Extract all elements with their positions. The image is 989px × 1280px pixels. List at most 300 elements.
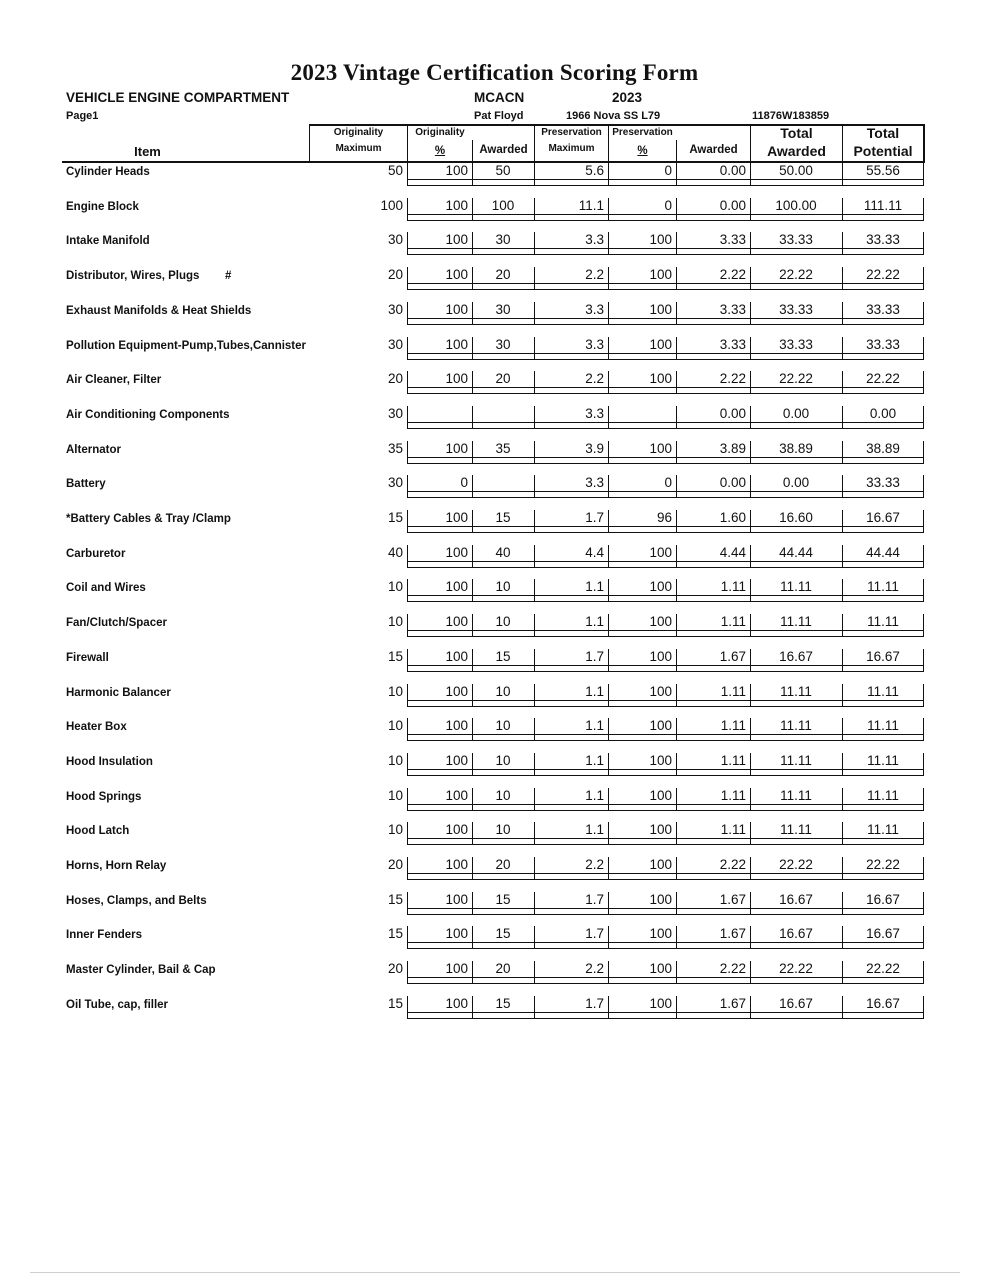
total-potential-cell: 44.44 <box>866 545 900 560</box>
row-value-rule <box>408 769 924 770</box>
total-awarded-cell: 22.22 <box>779 857 813 872</box>
pres-awarded-cell: 3.33 <box>719 302 746 317</box>
pres-max-cell: 11.1 <box>578 198 604 213</box>
pres-pct-cell: 100 <box>649 892 672 907</box>
orig-awarded-cell: 10 <box>495 718 511 733</box>
total-awarded-cell: 33.33 <box>779 337 813 352</box>
header-orig-max-line2: Maximum <box>335 143 382 154</box>
pres-max-cell: 4.4 <box>585 545 604 560</box>
row-lower-rule <box>408 879 924 880</box>
orig-pct-cell: 100 <box>445 649 468 664</box>
row-value-rule <box>408 734 924 735</box>
pres-awarded-cell: 2.22 <box>719 857 746 872</box>
row-value-rule <box>408 248 924 249</box>
pres-awarded-cell: 2.22 <box>719 371 746 386</box>
pres-pct-cell: 100 <box>649 822 672 837</box>
total-potential-cell: 11.11 <box>867 753 899 768</box>
pres-pct-cell: 100 <box>649 614 672 629</box>
header-orig-pct-line1: Originality <box>415 127 465 138</box>
total-potential-cell: 111.11 <box>863 198 903 213</box>
orig-max-cell: 20 <box>387 857 403 872</box>
orig-max-cell: 30 <box>387 337 403 352</box>
orig-pct-cell: 100 <box>445 545 468 560</box>
row-value-rule <box>408 838 924 839</box>
total-potential-cell: 33.33 <box>866 475 900 490</box>
row-item-label: Distributor, Wires, Plugs # <box>66 270 232 282</box>
pres-pct-cell: 100 <box>649 718 672 733</box>
total-awarded-cell: 11.11 <box>780 614 812 629</box>
row-item-label: Cylinder Heads <box>66 166 150 178</box>
pres-pct-cell: 0 <box>664 163 672 178</box>
table-row <box>0 892 989 927</box>
orig-pct-cell: 100 <box>445 961 468 976</box>
pres-pct-cell: 100 <box>649 579 672 594</box>
pres-max-cell: 3.3 <box>585 232 604 247</box>
row-item-label: Hood Springs <box>66 791 142 803</box>
pres-pct-cell: 100 <box>649 232 672 247</box>
total-awarded-cell: 11.11 <box>780 579 812 594</box>
row-lower-rule <box>408 289 924 290</box>
row-lower-rule <box>408 463 924 464</box>
header-pres-awarded: Awarded <box>689 144 738 156</box>
pres-pct-cell: 100 <box>649 788 672 803</box>
row-cell-divider <box>608 406 609 429</box>
row-item-label: Horns, Horn Relay <box>66 860 167 872</box>
orig-pct-cell: 100 <box>445 857 468 872</box>
orig-max-cell: 15 <box>387 649 403 664</box>
orig-max-cell: 10 <box>387 788 403 803</box>
row-value-rule <box>408 908 924 909</box>
row-value-rule <box>408 977 924 978</box>
row-item-label: Pollution Equipment-Pump,Tubes,Cannister <box>66 340 307 352</box>
event-name: MCACN <box>474 90 525 105</box>
pres-max-cell: 2.2 <box>585 961 604 976</box>
pres-pct-cell: 100 <box>649 337 672 352</box>
pres-awarded-cell: 1.11 <box>720 684 746 699</box>
pres-max-cell: 1.7 <box>585 996 604 1011</box>
row-value-rule <box>408 214 924 215</box>
pres-awarded-cell: 1.11 <box>720 788 746 803</box>
pres-pct-cell: 100 <box>649 684 672 699</box>
row-item-label: Oil Tube, cap, filler <box>66 999 169 1011</box>
pres-pct-cell: 100 <box>649 926 672 941</box>
row-item-label: Carburetor <box>66 548 126 560</box>
orig-pct-cell: 100 <box>445 441 468 456</box>
total-awarded-cell: 16.67 <box>779 649 813 664</box>
orig-awarded-cell: 50 <box>495 163 511 178</box>
orig-awarded-cell: 30 <box>495 232 511 247</box>
row-item-label: Master Cylinder, Bail & Cap <box>66 964 216 976</box>
pres-max-cell: 3.3 <box>585 475 604 490</box>
pres-awarded-cell: 2.22 <box>719 961 746 976</box>
total-awarded-cell: 22.22 <box>779 267 813 282</box>
pres-awarded-cell: 1.11 <box>720 614 746 629</box>
table-row <box>0 649 989 684</box>
row-lower-rule <box>408 601 924 602</box>
row-lower-rule <box>408 948 924 949</box>
row-value-rule <box>408 873 924 874</box>
orig-awarded-cell: 20 <box>495 267 511 282</box>
row-value-rule <box>408 526 924 527</box>
row-lower-rule <box>408 254 924 255</box>
table-row <box>0 684 989 719</box>
row-lower-rule <box>408 706 924 707</box>
header-orig-awarded: Awarded <box>479 144 528 156</box>
total-potential-cell: 16.67 <box>866 649 900 664</box>
page-label: Page1 <box>66 110 99 122</box>
pres-awarded-cell: 1.11 <box>720 822 746 837</box>
orig-awarded-cell: 20 <box>495 961 511 976</box>
pres-max-cell: 1.7 <box>585 926 604 941</box>
total-potential-cell: 22.22 <box>866 267 900 282</box>
pres-pct-cell: 100 <box>649 753 672 768</box>
orig-max-cell: 20 <box>387 961 403 976</box>
pres-awarded-cell: 1.67 <box>719 892 746 907</box>
total-awarded-cell: 0.00 <box>782 475 810 490</box>
orig-awarded-cell: 15 <box>495 996 511 1011</box>
pres-pct-cell: 100 <box>649 267 672 282</box>
pres-max-cell: 3.3 <box>585 406 604 421</box>
orig-pct-cell: 100 <box>445 684 468 699</box>
total-potential-cell: 33.33 <box>866 302 900 317</box>
total-awarded-cell: 100.00 <box>775 198 817 213</box>
pres-pct-cell: 100 <box>649 996 672 1011</box>
orig-awarded-cell: 15 <box>495 892 511 907</box>
total-potential-cell: 16.67 <box>866 892 900 907</box>
table-row <box>0 337 989 372</box>
table-row <box>0 579 989 614</box>
orig-max-cell: 50 <box>387 163 403 178</box>
pres-awarded-cell: 1.11 <box>720 718 746 733</box>
table-row <box>0 545 989 580</box>
pres-awarded-cell: 2.22 <box>719 267 746 282</box>
total-potential-cell: 22.22 <box>866 857 900 872</box>
pres-awarded-cell: 1.67 <box>719 926 746 941</box>
pres-pct-cell: 96 <box>656 510 672 525</box>
total-awarded-cell: 16.60 <box>779 510 813 525</box>
total-potential-cell: 11.11 <box>867 822 899 837</box>
row-item-label: Hood Insulation <box>66 756 153 768</box>
pres-max-cell: 2.2 <box>585 371 604 386</box>
row-value-rule <box>408 422 924 423</box>
pres-awarded-cell: 1.67 <box>719 649 746 664</box>
row-item-label: Battery <box>66 478 106 490</box>
total-awarded-cell: 33.33 <box>779 302 813 317</box>
table-row <box>0 996 989 1031</box>
row-lower-rule <box>408 532 924 533</box>
table-row <box>0 614 989 649</box>
row-lower-rule <box>408 567 924 568</box>
table-row <box>0 788 989 823</box>
row-lower-rule <box>408 810 924 811</box>
header-divider <box>923 124 925 163</box>
row-value-rule <box>408 353 924 354</box>
orig-max-cell: 15 <box>387 926 403 941</box>
total-potential-cell: 11.11 <box>867 788 899 803</box>
orig-max-cell: 10 <box>387 718 403 733</box>
table-row <box>0 371 989 406</box>
total-awarded-cell: 22.22 <box>779 961 813 976</box>
pres-pct-cell: 100 <box>649 961 672 976</box>
row-value-rule <box>408 457 924 458</box>
row-item-label: Harmonic Balancer <box>66 687 171 699</box>
row-item-label: Heater Box <box>66 721 127 733</box>
pres-pct-cell: 100 <box>649 302 672 317</box>
header-pres-pct-line2: % <box>637 145 648 157</box>
orig-max-cell: 10 <box>387 684 403 699</box>
pres-max-cell: 5.6 <box>585 163 604 178</box>
orig-max-cell: 20 <box>387 371 403 386</box>
orig-max-cell: 30 <box>387 406 403 421</box>
row-item-label: Inner Fenders <box>66 929 143 941</box>
pres-awarded-cell: 0.00 <box>719 475 746 490</box>
pres-max-cell: 1.1 <box>585 718 604 733</box>
orig-pct-cell: 100 <box>445 579 468 594</box>
orig-max-cell: 100 <box>380 198 403 213</box>
orig-pct-cell: 0 <box>460 475 468 490</box>
scan-edge-line <box>30 1272 960 1273</box>
row-item-label: Fan/Clutch/Spacer <box>66 617 167 629</box>
orig-pct-cell: 100 <box>445 996 468 1011</box>
pres-max-cell: 1.7 <box>585 649 604 664</box>
row-value-rule <box>408 804 924 805</box>
orig-max-cell: 15 <box>387 892 403 907</box>
table-row <box>0 475 989 510</box>
orig-pct-cell: 100 <box>445 892 468 907</box>
total-potential-cell: 38.89 <box>866 441 900 456</box>
orig-max-cell: 20 <box>387 267 403 282</box>
orig-pct-cell: 100 <box>445 753 468 768</box>
table-row <box>0 302 989 337</box>
table-row <box>0 163 989 198</box>
orig-max-cell: 30 <box>387 475 403 490</box>
row-cell-divider <box>407 406 408 429</box>
section-title: VEHICLE ENGINE COMPARTMENT <box>66 90 290 105</box>
header-total-potential-line2: Potential <box>853 143 913 159</box>
pres-max-cell: 2.2 <box>585 857 604 872</box>
total-awarded-cell: 11.11 <box>780 684 812 699</box>
total-potential-cell: 33.33 <box>866 232 900 247</box>
table-row <box>0 857 989 892</box>
row-item-label: Coil and Wires <box>66 582 146 594</box>
row-value-rule <box>408 283 924 284</box>
pres-awarded-cell: 1.11 <box>720 753 746 768</box>
total-potential-cell: 0.00 <box>869 406 897 421</box>
row-value-rule <box>408 665 924 666</box>
pres-max-cell: 3.3 <box>585 302 604 317</box>
header-total-potential-line1: Total <box>866 125 900 141</box>
row-value-rule <box>408 942 924 943</box>
orig-pct-cell: 100 <box>445 337 468 352</box>
form-title: 2023 Vintage Certification Scoring Form <box>290 60 699 85</box>
total-potential-cell: 16.67 <box>866 926 900 941</box>
pres-max-cell: 1.7 <box>585 510 604 525</box>
orig-max-cell: 10 <box>387 753 403 768</box>
row-item-label: Alternator <box>66 444 121 456</box>
total-potential-cell: 16.67 <box>866 510 900 525</box>
orig-awarded-cell: 10 <box>495 753 511 768</box>
orig-awarded-cell: 40 <box>495 545 511 560</box>
row-item-label: Exhaust Manifolds & Heat Shields <box>66 305 252 317</box>
total-awarded-cell: 11.11 <box>780 788 812 803</box>
table-bottom-rule <box>408 1012 924 1013</box>
table-row <box>0 406 989 441</box>
row-lower-rule <box>408 220 924 221</box>
total-awarded-cell: 33.33 <box>779 232 813 247</box>
row-value-rule <box>408 491 924 492</box>
row-value-rule <box>408 387 924 388</box>
pres-awarded-cell: 3.33 <box>719 337 746 352</box>
pres-awarded-cell: 1.60 <box>719 510 746 525</box>
total-awarded-cell: 16.67 <box>779 996 813 1011</box>
row-value-rule <box>408 630 924 631</box>
table-row <box>0 926 989 961</box>
total-awarded-cell: 0.00 <box>782 406 810 421</box>
pres-awarded-cell: 0.00 <box>719 406 746 421</box>
header-orig-max-line1: Originality <box>333 127 384 138</box>
table-row <box>0 232 989 267</box>
table-row <box>0 753 989 788</box>
orig-awarded-cell: 10 <box>495 788 511 803</box>
pres-awarded-cell: 3.89 <box>719 441 746 456</box>
event-year: 2023 <box>612 90 643 105</box>
header-total-awarded-line1: Total <box>780 125 813 141</box>
pres-max-cell: 3.9 <box>585 441 604 456</box>
total-awarded-cell: 50.00 <box>779 163 813 178</box>
total-awarded-cell: 11.11 <box>780 822 812 837</box>
row-lower-rule <box>408 185 924 186</box>
pres-awarded-cell: 1.11 <box>720 579 746 594</box>
total-potential-cell: 22.22 <box>866 961 900 976</box>
pres-awarded-cell: 0.00 <box>719 198 746 213</box>
total-potential-cell: 33.33 <box>866 337 900 352</box>
orig-awarded-cell: 30 <box>495 302 511 317</box>
row-lower-rule <box>408 324 924 325</box>
orig-pct-cell: 100 <box>445 302 468 317</box>
orig-awarded-cell: 10 <box>495 614 511 629</box>
pres-max-cell: 1.1 <box>585 788 604 803</box>
orig-pct-cell: 100 <box>445 926 468 941</box>
pres-max-cell: 1.1 <box>585 753 604 768</box>
orig-pct-cell: 100 <box>445 371 468 386</box>
total-potential-cell: 11.11 <box>867 579 899 594</box>
pres-awarded-cell: 1.67 <box>719 996 746 1011</box>
pres-max-cell: 1.1 <box>585 614 604 629</box>
pres-pct-cell: 0 <box>664 198 672 213</box>
pres-pct-cell: 100 <box>649 371 672 386</box>
total-awarded-cell: 16.67 <box>779 926 813 941</box>
header-total-awarded-line2: Awarded <box>767 143 826 159</box>
total-awarded-cell: 16.67 <box>779 892 813 907</box>
orig-pct-cell: 100 <box>445 788 468 803</box>
orig-awarded-cell: 15 <box>495 510 511 525</box>
orig-pct-cell: 100 <box>445 232 468 247</box>
vin-number: 11876W183859 <box>752 110 830 122</box>
total-awarded-cell: 11.11 <box>780 718 812 733</box>
row-item-label: Air Conditioning Components <box>66 409 230 421</box>
row-item-label: Intake Manifold <box>66 235 150 247</box>
orig-awarded-cell: 10 <box>495 822 511 837</box>
row-lower-rule <box>408 428 924 429</box>
row-lower-rule <box>408 775 924 776</box>
row-item-label: Engine Block <box>66 201 139 213</box>
orig-pct-cell: 100 <box>445 510 468 525</box>
orig-awarded-cell: 30 <box>495 337 511 352</box>
total-awarded-cell: 11.11 <box>780 753 812 768</box>
pres-pct-cell: 0 <box>664 475 672 490</box>
row-cell-divider <box>472 406 473 429</box>
orig-awarded-cell: 100 <box>491 198 515 213</box>
pres-max-cell: 1.1 <box>585 684 604 699</box>
pres-max-cell: 1.1 <box>585 579 604 594</box>
pres-max-cell: 3.3 <box>585 337 604 352</box>
header-pres-max-line2: Maximum <box>548 143 595 154</box>
orig-awarded-cell: 20 <box>495 857 511 872</box>
orig-max-cell: 10 <box>387 822 403 837</box>
pres-max-cell: 1.7 <box>585 892 604 907</box>
row-value-rule <box>408 561 924 562</box>
orig-max-cell: 10 <box>387 614 403 629</box>
vehicle-description: 1966 Nova SS L79 <box>566 110 661 122</box>
orig-max-cell: 30 <box>387 232 403 247</box>
header-pres-max-line1: Preservation <box>541 127 602 138</box>
pres-pct-cell: 100 <box>649 441 672 456</box>
orig-max-cell: 30 <box>387 302 403 317</box>
orig-max-cell: 10 <box>387 579 403 594</box>
row-item-label: Firewall <box>66 652 109 664</box>
orig-pct-cell: 100 <box>445 822 468 837</box>
row-lower-rule <box>408 359 924 360</box>
table-row <box>0 198 989 233</box>
table-row <box>0 510 989 545</box>
total-awarded-cell: 22.22 <box>779 371 813 386</box>
row-value-rule <box>408 179 924 180</box>
total-awarded-cell: 38.89 <box>779 441 813 456</box>
table-row <box>0 267 989 302</box>
row-value-rule <box>408 700 924 701</box>
orig-max-cell: 35 <box>387 441 403 456</box>
row-lower-rule <box>408 671 924 672</box>
orig-pct-cell: 100 <box>445 267 468 282</box>
table-row <box>0 961 989 996</box>
orig-pct-cell: 100 <box>445 718 468 733</box>
table-row <box>0 441 989 476</box>
row-value-rule <box>408 318 924 319</box>
orig-pct-cell: 100 <box>445 614 468 629</box>
pres-pct-cell: 100 <box>649 545 672 560</box>
table-row <box>0 718 989 753</box>
orig-awarded-cell: 35 <box>495 441 511 456</box>
pres-max-cell: 2.2 <box>585 267 604 282</box>
header-item: Item <box>134 144 161 159</box>
total-potential-cell: 16.67 <box>866 996 900 1011</box>
header-orig-pct-line2: % <box>434 145 446 157</box>
row-item-label: Air Cleaner, Filter <box>66 374 162 386</box>
orig-awarded-cell: 20 <box>495 371 511 386</box>
orig-max-cell: 40 <box>387 545 403 560</box>
pres-awarded-cell: 0.00 <box>719 163 746 178</box>
header-pres-pct-line1: Preservation <box>612 127 673 138</box>
row-lower-rule <box>408 844 924 845</box>
total-potential-cell: 11.11 <box>867 684 899 699</box>
total-potential-cell: 11.11 <box>867 614 899 629</box>
row-lower-rule <box>408 1018 924 1019</box>
total-potential-cell: 22.22 <box>866 371 900 386</box>
row-item-label: *Battery Cables & Tray /Clamp <box>66 513 231 525</box>
orig-max-cell: 15 <box>387 996 403 1011</box>
row-lower-rule <box>408 740 924 741</box>
pres-awarded-cell: 4.44 <box>719 545 746 560</box>
